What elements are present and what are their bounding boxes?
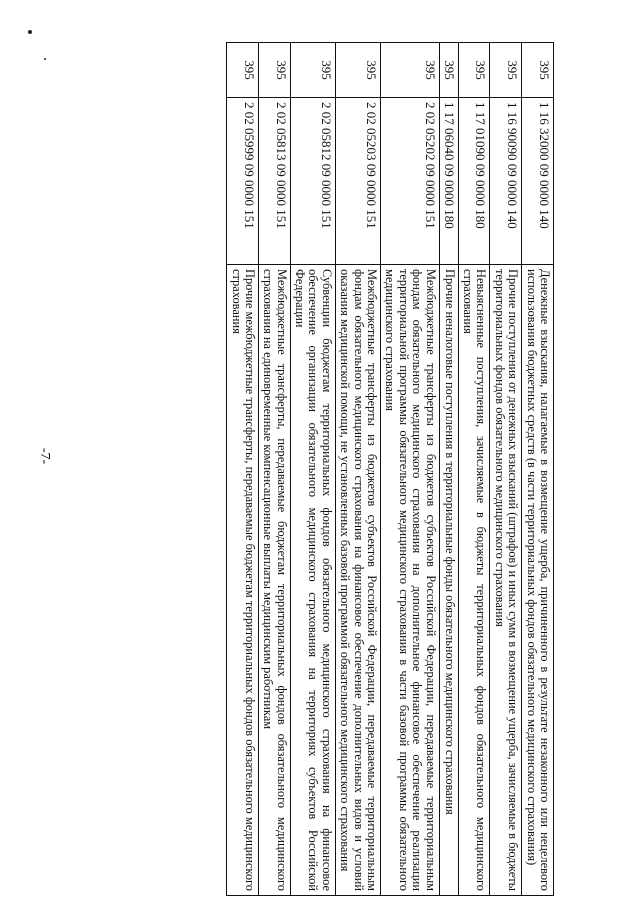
table-row [458,43,490,896]
admin-code-cell: 395 [458,43,490,98]
budget-code-cell: 2 02 05813 09 0000 151 [258,98,290,265]
page-number: -7- [37,447,52,465]
budget-code-cell: 1 16 32000 09 0000 140 [522,98,554,265]
budget-code-cell: 2 02 05999 09 0000 151 [227,98,259,265]
budget-codes-table [226,42,554,896]
admin-code-cell: 395 [335,43,380,98]
table-row [439,43,458,896]
table-body [227,43,554,896]
description-cell: Межбюджетные трансферты из бюджетов субъектов Российской Федерации, передаваемые территориальным фондам обязательного медицинского страхования на финансовое обеспечение дополнительных видов и условий оказания медицинской помощи, не установленных базовой программой обязательного медицинского страхования [335,265,380,896]
description-cell: Субвенции бюджетам территориальных фондов обязательного медицинского страхования на финансовое обеспечение организации обязательного медицинского страхования на территориях субъектов Российской Федерации [290,265,335,896]
table-row [490,43,522,896]
description-cell: Прочие неналоговые поступления в территориальные фонды обязательного медицинского страхования [439,265,458,896]
description-cell: Межбюджетные трансферты, передаваемые бюджетам территориальных фондов обязательного медицинского страхования на единовременные компенсационные выплаты медицинским работникам [258,265,290,896]
description-cell: Невыясненные поступления, зачисляемые в бюджеты территориальных фондов обязательного медицинского страхования [458,265,490,896]
admin-code-cell: 395 [381,43,440,98]
table-row [381,43,440,896]
description-cell: Денежные взыскания, налагаемые в возмещение ущерба, причиненного в результате незаконного или нецелевого использования бюджетных средств (в части территориальных фондов обязательного медицинского страхования) [522,265,554,896]
rotated-table-wrapper [66,42,554,896]
budget-code-cell: 1 17 01090 09 0000 180 [458,98,490,265]
budget-code-cell: 2 02 05202 09 0000 151 [381,98,440,265]
table-row [227,43,259,896]
budget-code-cell: 1 16 90090 09 0000 140 [490,98,522,265]
table-row [522,43,554,896]
admin-code-cell: 395 [290,43,335,98]
table-row [335,43,380,896]
admin-code-cell: 395 [522,43,554,98]
admin-code-cell: 395 [439,43,458,98]
description-cell: Межбюджетные трансферты из бюджетов субъектов Российской Федерации, передаваемые территориальным фондам обязательного медицинского страхования на дополнительное финансовое обеспечение реализации территориальной программы обязательного медицинского страхования в части базовой программы обязательного медицинского страхования [381,265,440,896]
budget-code-cell: 2 02 05203 09 0000 151 [335,98,380,265]
description-cell: Прочие межбюджетные трансферты, передаваемые бюджетам территориальных фондов обязательного медицинского страхования [227,265,259,896]
admin-code-cell: 395 [490,43,522,98]
admin-code-cell: 395 [227,43,259,98]
admin-code-cell: 395 [258,43,290,98]
table-frame [66,42,640,891]
scan-speck [44,58,46,60]
table-row [258,43,290,896]
budget-code-cell: 2 02 05812 09 0000 151 [290,98,335,265]
table-row [290,43,335,896]
scan-speck [28,30,32,34]
budget-code-cell: 1 17 06040 09 0000 180 [439,98,458,265]
description-cell: Прочие поступления от денежных взысканий (штрафов) и иных сумм в возмещение ущерба, зачисляемые в бюджеты территориальных фондов обязательного медицинского страхования [490,265,522,896]
